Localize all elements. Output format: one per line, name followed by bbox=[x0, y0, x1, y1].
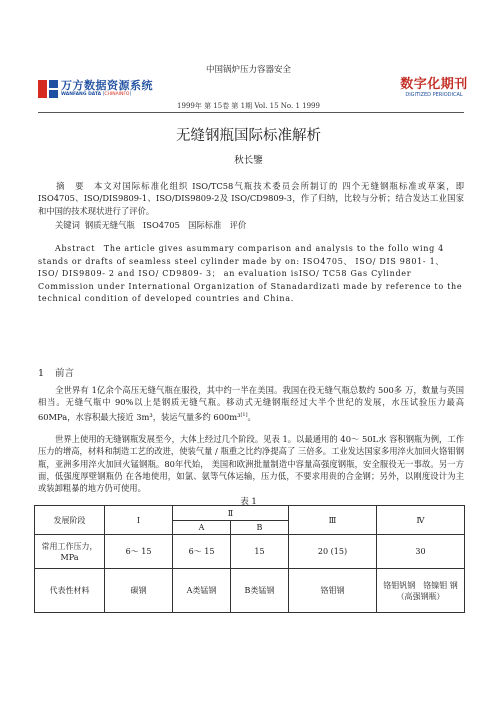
wanfang-logo bbox=[38, 78, 153, 100]
section-heading bbox=[38, 365, 74, 379]
citation-ref: [1] bbox=[240, 411, 248, 418]
section-number: 1 bbox=[38, 368, 45, 379]
article-title: 无缝钢瓶国际标准解析 bbox=[176, 128, 321, 144]
row-label: 代表性材料 bbox=[35, 569, 105, 613]
header-stage-4: Ⅳ bbox=[377, 506, 465, 535]
digitized-periodical-logo bbox=[400, 78, 468, 99]
wanfang-logo-cn: 万方数据资源系统 bbox=[61, 79, 153, 92]
keywords bbox=[38, 219, 464, 231]
keywords-text: 钢质无缝气瓶 ISO4705 国际标准 评价 bbox=[84, 220, 247, 230]
header-stage: 发展阶段 bbox=[35, 506, 105, 535]
table-row bbox=[35, 535, 465, 569]
keywords-label: 关键词 bbox=[55, 220, 80, 230]
table-cell: 铬钼钒钢 铬镍钼 钢 （高强钢瓶） bbox=[377, 569, 465, 613]
intro-paragraph-2: 世界上使用的无缝钢瓶发展至今，大体上经过几个阶段。见表 1。以最通用的 40～ 50L水 容积钢瓶为例，工作压力的增高，材料和制造工艺的改进，使装气量 / 瓶重之比约净提高了 三倍多。工业发达国家多用淬火加回火铬钼钢瓶，亚洲多用淬火加回火锰钢瓶。80年代始， 美国和欧洲批量制造中容量高强度钢瓶，安全服役无一事故。另一方面，低强度厚壁钢瓶仍 在各地使用，如氯、氨等气体运输，压力低，不要求用贵的合金钢；另外，以刚度设计为主 或装卸粗暴的地方仍可使用。 bbox=[38, 434, 464, 494]
table-cell: 6～ 15 bbox=[105, 535, 173, 569]
table-cell: 30 bbox=[377, 535, 465, 569]
wanfang-logo-en: WANFANG DATA [CHINAINFO] bbox=[61, 92, 132, 97]
header-divider bbox=[38, 112, 464, 113]
table-cell: 15 bbox=[231, 535, 289, 569]
digitized-periodical-cn: 数字化期刊 bbox=[400, 77, 468, 92]
digitized-periodical-en: DIGITIZED PERIODICAL bbox=[405, 92, 463, 98]
article-author: 秋长鑒 bbox=[234, 155, 263, 166]
table-caption: 表 1 bbox=[240, 497, 257, 507]
development-stage-table bbox=[34, 505, 465, 613]
row-label: 常用工作压力，MPa bbox=[35, 535, 105, 569]
abstract-cn: 摘 要 本文对国际标准化组织 ISO/TC58气瓶技术委员会所制订的 四个无缝钢瓶标准或草案，即 ISO4705、ISO/DIS9809-1、ISO/DIS9809-2及 ISO/CD9809-3，作了归纳，比较与分析；结合发达工业国家和中国的技术现状进行了评价。 bbox=[38, 181, 464, 216]
header-stage-2b: B bbox=[231, 521, 289, 535]
intro-paragraph-1: 全世界有 1亿余个高压无缝气瓶在服役，其中约一半在美国。我国在役无缝气瓶总数约 500多 万，数量与英国相当。无缝气瓶中 90%以上是钢质无缝气瓶。移动式无缝钢瓶经过大半个世纪的发展，水压试验压力最高 60MPa，水容积最大接近 3m³，装运气量多约 600m³[1]。 bbox=[38, 385, 464, 422]
header-stage-3: Ⅲ bbox=[289, 506, 377, 535]
table-cell: B类锰钢 bbox=[231, 569, 289, 613]
wanfang-logo-icon bbox=[38, 80, 58, 98]
header-stage-1: Ⅰ bbox=[105, 506, 173, 535]
section-title: 前言 bbox=[55, 368, 75, 379]
table-cell: 碳钢 bbox=[105, 569, 173, 613]
header-stage-2a: A bbox=[173, 521, 231, 535]
table-cell: 20 (15) bbox=[289, 535, 377, 569]
abstract-en: Abstract The article gives asummary comparison and analysis to the follo wing 4 stands or drafts of seamless steel cylinder made by on: ISO4705、 ISO/ DIS 9801- 1、 ISO/ DIS9809- 2 and ISO/ CD9809- 3； an evaluation isISO/ TC58 Gas Cylinder Commission under International Organization of Stanadardizati made by reference to the technical condition of developed countries and China. bbox=[38, 244, 463, 304]
table-row bbox=[35, 569, 465, 613]
journal-name: 中国锅炉压力容器安全 bbox=[205, 65, 291, 75]
table-cell: 铬钼钢 bbox=[289, 569, 377, 613]
table-cell: 6～ 15 bbox=[173, 535, 231, 569]
issue-info: 1999年 第 15卷 第 1期 Vol. 15 No. 1 1999 bbox=[177, 102, 320, 110]
table-cell: A类锰钢 bbox=[173, 569, 231, 613]
header-stage-2: Ⅱ bbox=[173, 506, 289, 521]
